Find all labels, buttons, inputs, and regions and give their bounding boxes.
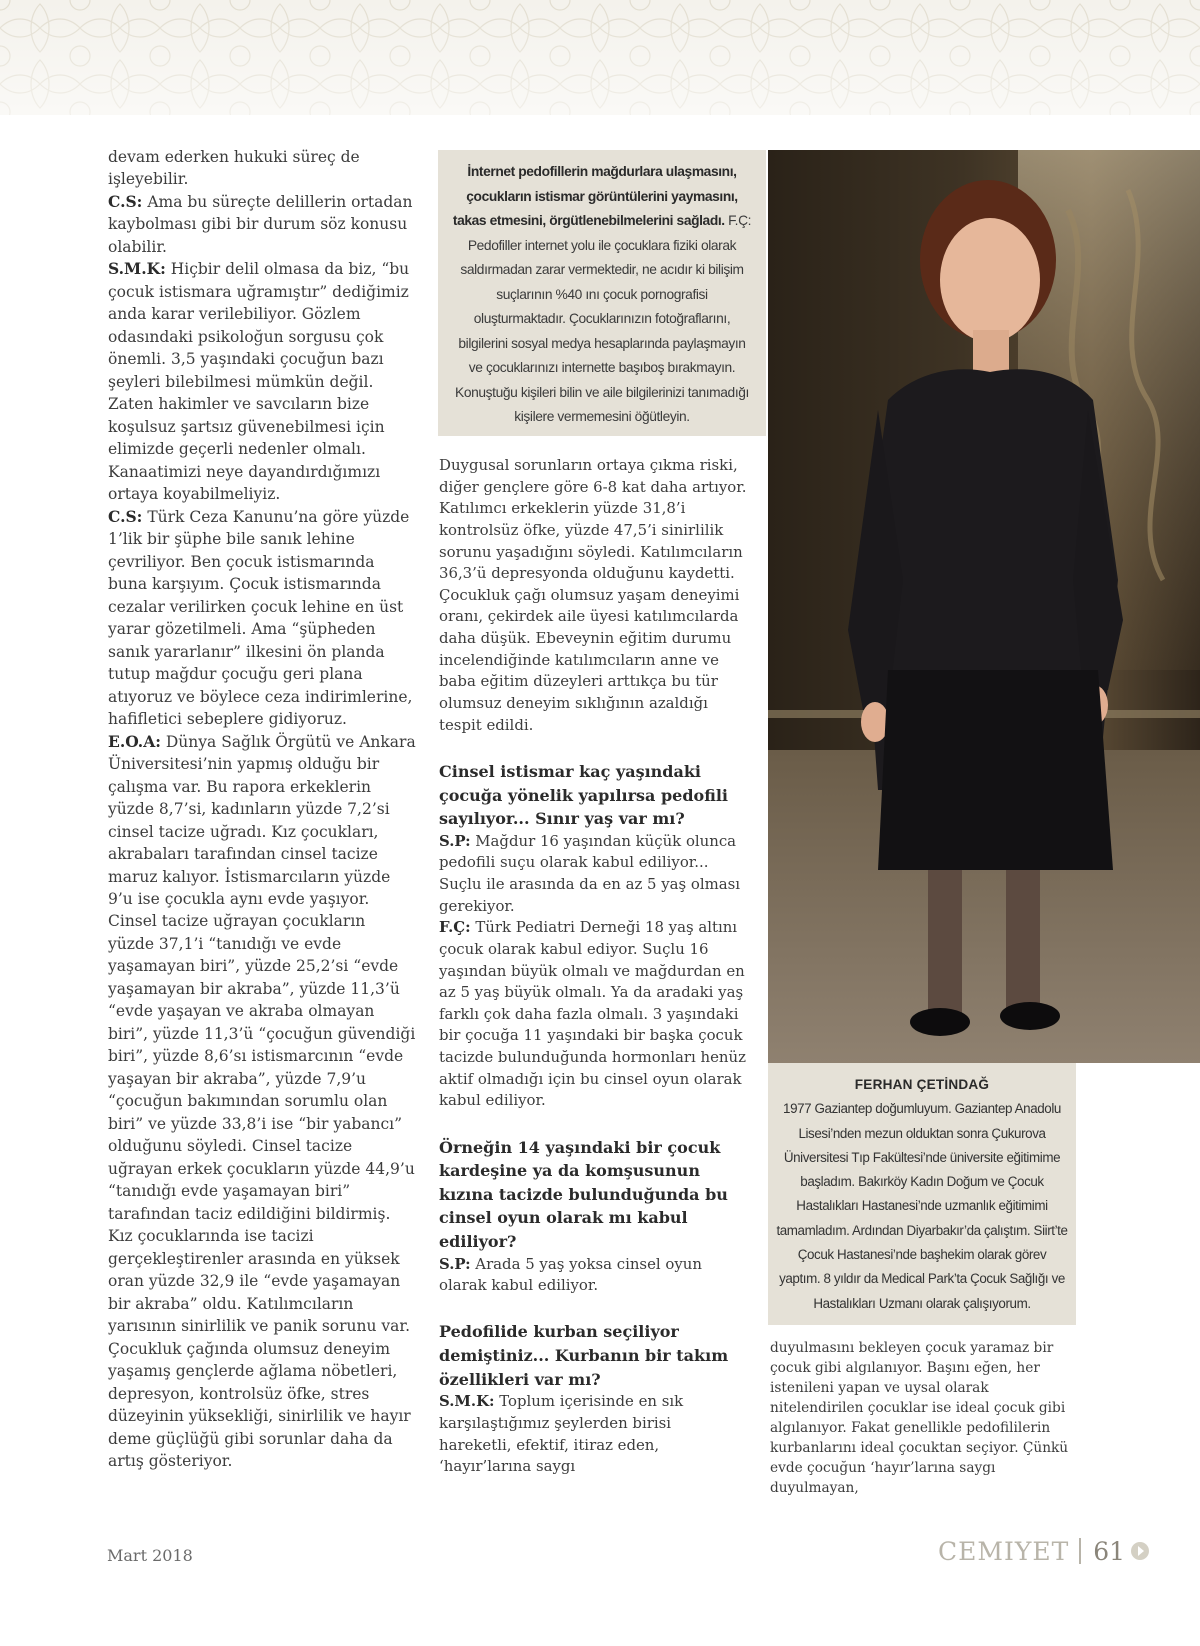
pull-quote-box (438, 150, 766, 436)
paragraph-text: Duygusal sorunların ortaya çıkma riski, diğer gençlere göre 6-8 kat daha artıyor. Katılımcı erkeklerin yüzde 31,8’i kontrolsüz öfke, yüzde 47,5’i sinirlilik sorunu yaşadığını söyledi. Katılımcıların 36,3’ü depresyonda olduğunu kaydetti. Çocukluk çağı olumsuz yaşam deneyimi oranı, çekirdek aile üyesi katılımcılarda daha düşük. Ebeveynin eğitim durumu incelendiğinde katılımcıların anne ve baba eğitim düzeyleri arttıkça bu tür olumsuz deneyim sıklığının azaldığı tespit edildi. (439, 456, 747, 734)
interview-question: Örneğin 14 yaşındaki bir çocuk kardeşine ya da komşusunun kızına tacizde bulunduğunda bu cinsel oyun olarak mı kabul ediliyor? (439, 1137, 728, 1251)
article-paragraph (108, 731, 416, 911)
article-column-1 (108, 146, 416, 1473)
interview-question: Cinsel istismar kaç yaşındaki çocuğa yönelik yapılırsa pedofili sayılıyor... Sınır yaş var mı? (439, 761, 728, 829)
speaker-initials: S.P: (439, 831, 471, 850)
paragraph-text: duyulmasını bekleyen çocuk yaramaz bir çocuk gibi algılanıyor. Başını eğen, her istenileni yapan ve uysal olarak nitelendirilen çocuklar ise ideal çocuk gibi algılanıyor. Fakat genellikle pedofililerin kurbanlarını ideal çocuktan seçiyor. Çünkü evde çocuğun ‘hayır’larına saygı duyulmayan, (770, 1340, 1069, 1496)
article-column-3 (770, 1339, 1080, 1499)
speaker-initials: E.O.A: (108, 731, 161, 751)
paragraph-text: devam ederken hukuki süreç de işleyebilir. (108, 148, 360, 189)
article-paragraph (439, 831, 747, 918)
speaker-initials: S.M.K: (108, 259, 166, 279)
article-paragraph (108, 191, 416, 258)
article-paragraph (439, 917, 747, 1112)
footer-divider (1079, 1538, 1081, 1564)
portrait-photo (768, 150, 1200, 1063)
article-paragraph (108, 506, 416, 731)
article-paragraph (108, 910, 416, 1472)
paragraph-gap (439, 1297, 747, 1321)
paragraph-text: Hiçbir delil olmasa da biz, “bu çocuk istismara uğramıştır” dediğimiz anda karar verilebiliyor. Gözlem odasındaki psikoloğun sorgusu çok önemli. 3,5 yaşındaki çocuğun bazı şeyleri bilebilmesi mümkün değil. Zaten hakimler ve savcıların bize koşulsuz şartsız güvenebilmesi için elimizde geçerli nedenler olmalı. Kanaatimizi neye dayandırdığımızı ortaya koyabilmeliyiz. (108, 260, 410, 504)
article-paragraph (108, 258, 416, 505)
speaker-initials: S.P: (439, 1254, 471, 1273)
footer-branding (938, 1531, 1149, 1571)
article-paragraph (770, 1339, 1080, 1499)
speaker-initials: C.S: (108, 191, 143, 211)
pull-quote-body: F.Ç: Pedofiller internet yolu ile çocuklara fiziki olarak saldırmadan zarar vermektedir, ne acıdır ki bilişim suçlarının %40 ını çocuk pornografisi oluşturmaktadır. Çocuklarınızın fotoğraflarını, bilgilerini sosyal medya hesaplarında paylaşmayın ve çocuklarınızı internette başıboş bırakmayın. Konuştuğu kişileri bilin ve aile bilgilerinizi tanımadığı kişilere vermemesini öğütleyin. (455, 213, 752, 424)
header-pattern (0, 0, 1200, 115)
interview-question: Pedofilide kurban seçiliyor demiştiniz... Kurbanın bir takım özellikleri var mı? (439, 1322, 729, 1389)
paragraph-text: Türk Ceza Kanunu’na göre yüzde 1’lik bir şüphe bile sanık lehine çevriliyor. Ben çocuk istismarında buna karşıyım. Çocuk istismarında cezalar verilirken çocuk lehine en üst yarar gözetilmeli. Ama “şüpheden sanık yararlanır” ilkesini ön planda tutup mağdur çocuğu geri plana atıyoruz ve böylece ceza indirimlerine, hafifletici sebeplere gidiyoruz. (108, 507, 413, 729)
article-column-2 (439, 455, 747, 1478)
footer-date: Mart 2018 (107, 1546, 193, 1565)
speaker-initials: F.Ç: (439, 918, 471, 937)
article-paragraph (439, 1391, 747, 1478)
speaker-initials: C.S: (108, 506, 143, 526)
paragraph-text: Toplum içerisinde en sık karşılaştığımız şeylerden birisi hareketli, efektif, itiraz eden, ‘hayır’larına saygı (439, 1392, 684, 1476)
next-arrow-icon (1131, 1542, 1149, 1560)
paragraph-gap (439, 736, 747, 760)
bio-name: FERHAN ÇETİNDAĞ (854, 1077, 990, 1092)
paragraph-text: Ama bu süreçte delillerin ortadan kaybolması gibi bir durum söz konusu olabilir. (108, 192, 413, 256)
paragraph-text: Dünya Sağlık Örgütü ve Ankara Üniversitesi’nin yapmış olduğu bir çalışma var. Bu rapora erkeklerin yüzde 8,7’si, kadınların yüzde 7,2’si cinsel tacize uğradı. Kız çocukları, akrabaları tarafından cinsel tacize maruz kalıyor. İstismarcıların yüzde 9’u ise çocukla aynı evde yaşıyor. (108, 732, 416, 908)
pull-quote-lead: İnternet pedofillerin mağdurlara ulaşmasını, çocukların istismar görüntülerini yaymasını, takas etmesini, örgütlenebilmelerini sağladı. (452, 164, 738, 228)
bio-box (768, 1063, 1076, 1325)
bio-text: 1977 Gaziantep doğumluyum. Gaziantep Anadolu Lisesi’nden mezun olduktan sonra Çukurova Üniversitesi Tıp Fakültesi’nde üniversite eğitimime başladım. Bakırköy Kadın Doğum ve Çocuk Hastalıkları Hastanesi’nde uzmanlık eğitimimi tamamladım. Ardından Diyarbakır’da çalıştım. Siirt’te Çocuk Hastanesi’nde başhekim olarak görev yaptım. 8 yıldır da Medical Park’ta Çocuk Sağlığı ve Hastalıkları Uzmanı olarak çalışıyorum. (776, 1101, 1068, 1311)
paragraph-text: Türk Pediatri Derneği 18 yaş altını çocuk olarak kabul ediyor. Suçlu 16 yaşından büyük olmalı ve mağdurdan en az 5 yaş büyük olmalı. Ya da aradaki yaş farklı çok daha fazla olmalı. 3 yaşındaki bir çocuğa 11 yaşındaki bir başka çocuk tacizde bulunduğunda hormonları henüz aktif olmadığı için bu cinsel oyun olarak kabul ediliyor. (439, 918, 746, 1110)
paragraph-gap (439, 1112, 747, 1136)
article-paragraph (439, 455, 747, 736)
speaker-initials: S.M.K: (439, 1392, 495, 1411)
article-paragraph (439, 1254, 747, 1297)
article-paragraph (108, 146, 416, 191)
paragraph-text: Arada 5 yaş yoksa cinsel oyun olarak kabul ediliyor. (439, 1254, 702, 1295)
paragraph-text: Mağdur 16 yaşından küçük olunca pedofili suçu olarak kabul ediliyor... Suçlu ile arasında da en az 5 yaş olması gerekiyor. (439, 831, 741, 915)
paragraph-text: Cinsel tacize uğrayan çocukların yüzde 37,1’i “tanıdığı ve evde yaşamayan biri”, yüzde 25,2’si “evde yaşamayan bir akraba”, yüzde 11,3’ü “evde yaşayan ve akraba olmayan biri”, yüzde 11,3’ü “çocuğun güvendiği biri”, yüzde 8,6’sı istismarcının “evde yaşayan bir akraba”, yüzde 7,9’u “çocuğun bakımından sorumlu olan biri” ve yüzde 33,8’i ise “bir yabancı” olduğunu söyledi. Cinsel tacize uğrayan erkek çocukların yüzde 44,9’u “tanıdığı evde yaşamayan biri” tarafından taciz edildiğini bildirmiş. Kız çocuklarında ise tacizi gerçekleştirenler arasında en yüksek oran yüzde 32,9 ile “evde yaşamayan bir akraba” oldu. Katılımcıların yarısının sinirlilik ve panik sorunu var. Çocukluk çağında olumsuz deneyim yaşamış gençlerde ağlama nöbetleri, depresyon, kontrolsüz öfke, stres düzeyinin yüksekliği, sinirlilik ve hayır deme güçlüğü gibi sorunlar daha da artış gösteriyor. (108, 912, 416, 1471)
page-number: 61 (1093, 1536, 1126, 1566)
magazine-name: CEMIYET (938, 1536, 1070, 1566)
